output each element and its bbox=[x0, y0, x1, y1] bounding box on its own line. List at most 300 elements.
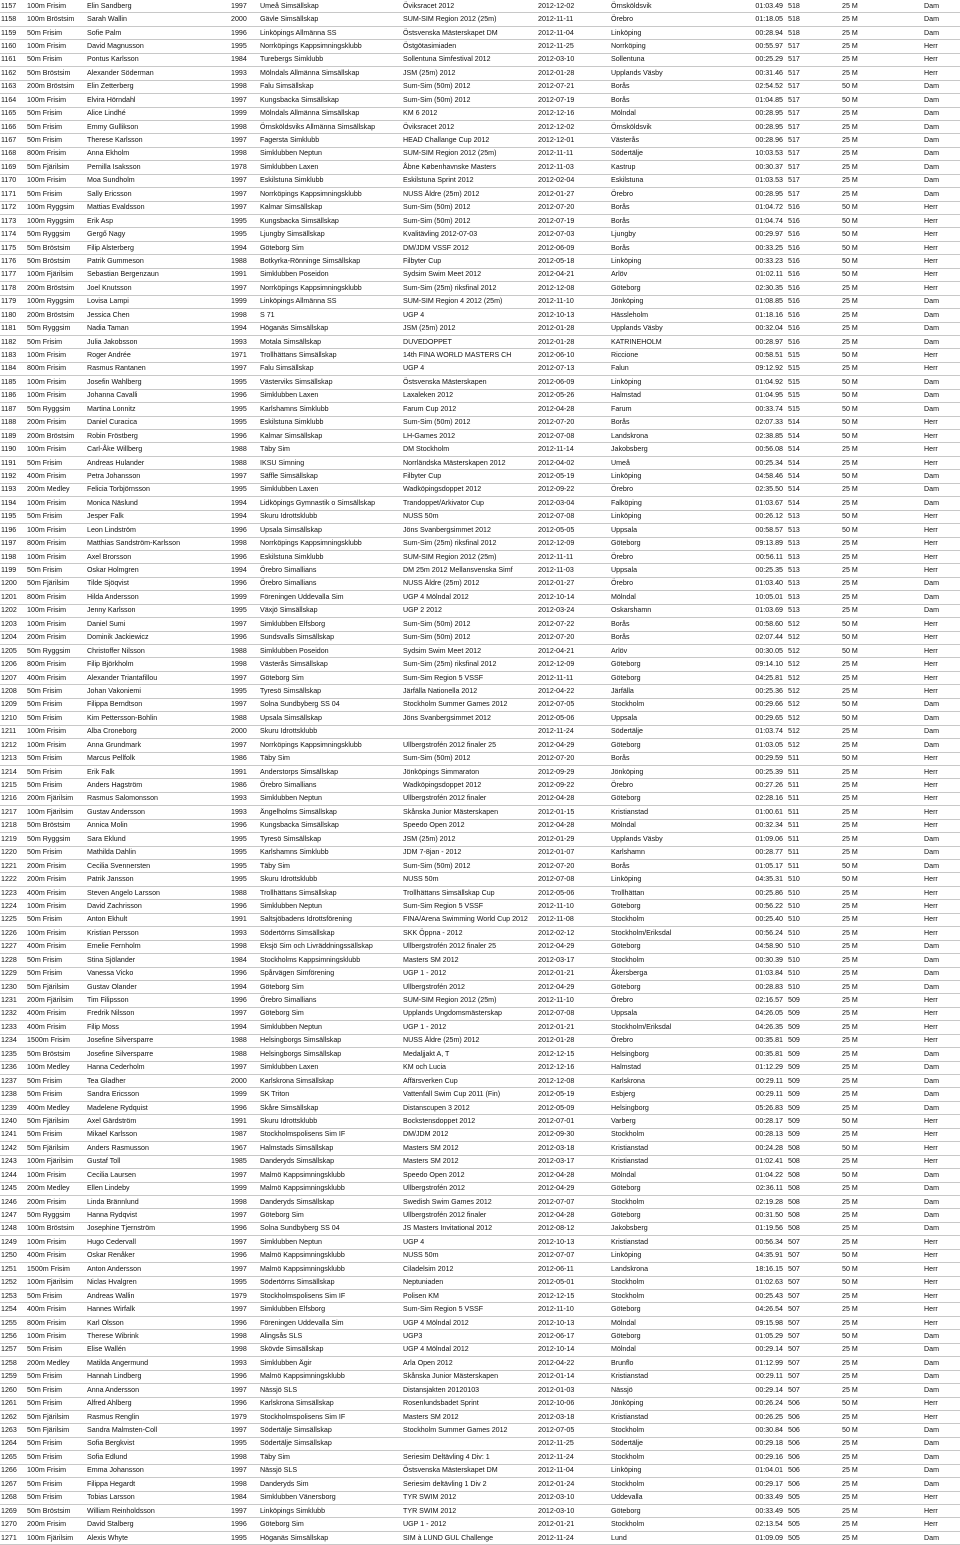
competition-cell: Skånska Junior Mästerskapen bbox=[403, 807, 499, 816]
time-cell: 00:33.74 bbox=[755, 404, 783, 413]
club-cell: Mölndals Allmänna Simsällskap bbox=[260, 68, 360, 77]
city-cell: Nässjö bbox=[611, 1385, 633, 1394]
name-cell: Tobias Larsson bbox=[87, 1493, 135, 1502]
event-cell: 50m Frisim bbox=[27, 1399, 63, 1408]
city-cell: Stockholm bbox=[611, 1479, 645, 1488]
table-row bbox=[0, 215, 960, 228]
city-cell: Borås bbox=[611, 203, 630, 212]
table-row bbox=[0, 13, 960, 26]
city-cell: Kristianstad bbox=[611, 1143, 649, 1152]
rank-cell: 1231 bbox=[1, 996, 17, 1005]
table-row bbox=[0, 550, 960, 563]
born-cell: 1997 bbox=[231, 1305, 247, 1314]
pool-cell: 50 M bbox=[842, 418, 858, 427]
competition-cell: Åbne Københavnske Masters bbox=[403, 162, 497, 171]
pool-cell: 25 M bbox=[842, 1345, 858, 1354]
time-cell: 00:30.37 bbox=[755, 162, 783, 171]
born-cell: 1997 bbox=[231, 740, 247, 749]
competition-cell: Ullbergstrofén 2012 bbox=[403, 1184, 465, 1193]
points-cell: 508 bbox=[788, 1224, 800, 1233]
table-row bbox=[0, 335, 960, 348]
club-cell: Simklubben Laxen bbox=[260, 1063, 319, 1072]
city-cell: Stockholm bbox=[611, 1278, 645, 1287]
points-cell: 518 bbox=[788, 15, 800, 24]
city-cell: Lund bbox=[611, 1533, 627, 1542]
city-cell: Esbjerg bbox=[611, 1090, 636, 1099]
name-cell: Sofia Bergkvist bbox=[87, 1439, 135, 1448]
table-row bbox=[0, 1007, 960, 1020]
time-cell: 00:28.77 bbox=[755, 848, 783, 857]
club-cell: Nässjö SLS bbox=[260, 1385, 298, 1394]
name-cell: Elvira Hörndahl bbox=[87, 95, 136, 104]
city-cell: Kristianstad bbox=[611, 1412, 649, 1421]
pool-cell: 25 M bbox=[842, 189, 858, 198]
born-cell: 1986 bbox=[231, 754, 247, 763]
date-cell: 2012-04-21 bbox=[538, 646, 575, 655]
date-cell: 2012-01-27 bbox=[538, 579, 575, 588]
pool-cell: 50 M bbox=[842, 431, 858, 440]
name-cell: Filippa Berndtson bbox=[87, 700, 143, 709]
pool-cell: 25 M bbox=[842, 1009, 858, 1018]
gender-cell: Dam bbox=[924, 1358, 939, 1367]
club-cell: Örebro Simallians bbox=[260, 781, 317, 790]
points-cell: 515 bbox=[788, 377, 800, 386]
club-cell: Alingsås SLS bbox=[260, 1331, 303, 1340]
time-cell: 04:26.54 bbox=[755, 1305, 783, 1314]
event-cell: 100m Frisim bbox=[27, 1331, 67, 1340]
name-cell: Josefine Silversparre bbox=[87, 1049, 154, 1058]
club-cell: Södertörns Simsällskap bbox=[260, 928, 335, 937]
city-cell: Södertälje bbox=[611, 149, 643, 158]
born-cell: 1996 bbox=[231, 1224, 247, 1233]
time-cell: 00:28.95 bbox=[755, 122, 783, 131]
table-row bbox=[0, 1222, 960, 1235]
table-row bbox=[0, 1128, 960, 1141]
born-cell: 1993 bbox=[231, 337, 247, 346]
table-row bbox=[0, 1034, 960, 1047]
rank-cell: 1223 bbox=[1, 888, 17, 897]
pool-cell: 25 M bbox=[842, 1224, 858, 1233]
city-cell: Riccione bbox=[611, 351, 639, 360]
competition-cell: NUSS 50m bbox=[403, 512, 439, 521]
time-cell: 00:29.11 bbox=[755, 1372, 783, 1381]
pool-cell: 25 M bbox=[842, 1211, 858, 1220]
name-cell: Jesper Falk bbox=[87, 512, 124, 521]
pool-cell: 25 M bbox=[842, 1533, 858, 1542]
gender-cell: Dam bbox=[924, 1063, 939, 1072]
competition-cell: Stockholm Summer Games 2012 bbox=[403, 700, 508, 709]
date-cell: 2012-12-16 bbox=[538, 109, 575, 118]
date-cell: 2012-05-19 bbox=[538, 1090, 575, 1099]
points-cell: 511 bbox=[788, 848, 800, 857]
gender-cell: Herr bbox=[924, 1305, 938, 1314]
name-cell: Kristian Persson bbox=[87, 928, 139, 937]
pool-cell: 50 M bbox=[842, 619, 858, 628]
table-row bbox=[0, 268, 960, 281]
rank-cell: 1252 bbox=[1, 1278, 17, 1287]
points-cell: 507 bbox=[788, 1251, 800, 1260]
pool-cell: 25 M bbox=[842, 566, 858, 575]
competition-cell: Östsvenska Mästerskapet DM bbox=[403, 1466, 498, 1475]
rank-cell: 1258 bbox=[1, 1358, 17, 1367]
event-cell: 50m Frisim bbox=[27, 713, 63, 722]
gender-cell: Herr bbox=[924, 445, 938, 454]
name-cell: Steven Angelo Larsson bbox=[87, 888, 160, 897]
competition-cell: 14th FINA WORLD MASTERS CH bbox=[403, 351, 512, 360]
club-cell: Karlshamns Simklubb bbox=[260, 848, 329, 857]
name-cell: Axel Brorsson bbox=[87, 552, 132, 561]
pool-cell: 25 M bbox=[842, 834, 858, 843]
date-cell: 2012-05-01 bbox=[538, 1278, 575, 1287]
club-cell: Gävle Simsällskap bbox=[260, 15, 319, 24]
pool-cell: 25 M bbox=[842, 552, 858, 561]
points-cell: 507 bbox=[788, 1331, 800, 1340]
rank-cell: 1236 bbox=[1, 1063, 17, 1072]
name-cell: Tilde Sjöqvist bbox=[87, 579, 129, 588]
pool-cell: 50 M bbox=[842, 391, 858, 400]
gender-cell: Dam bbox=[924, 1, 939, 10]
club-cell: Skövde Simsällskap bbox=[260, 1345, 324, 1354]
time-cell: 01:04.22 bbox=[755, 1170, 783, 1179]
table-row bbox=[0, 994, 960, 1007]
pool-cell: 25 M bbox=[842, 740, 858, 749]
name-cell: Rasmus Rantanen bbox=[87, 364, 146, 373]
born-cell: 1988 bbox=[231, 646, 247, 655]
date-cell: 2012-12-02 bbox=[538, 1, 575, 10]
gender-cell: Herr bbox=[924, 41, 938, 50]
date-cell: 2012-12-09 bbox=[538, 539, 575, 548]
gender-cell: Herr bbox=[924, 1399, 938, 1408]
name-cell: Johanna Cavalli bbox=[87, 391, 138, 400]
pool-cell: 25 M bbox=[842, 767, 858, 776]
points-cell: 518 bbox=[788, 28, 800, 37]
rank-cell: 1228 bbox=[1, 955, 17, 964]
club-cell: Umeå Simsällskap bbox=[260, 1, 319, 10]
time-cell: 09:13.89 bbox=[755, 539, 783, 548]
competition-cell: TYR SWIM 2012 bbox=[403, 1506, 457, 1515]
city-cell: Arlöv bbox=[611, 270, 628, 279]
pool-cell: 25 M bbox=[842, 1157, 858, 1166]
event-cell: 100m Bröstsim bbox=[27, 15, 75, 24]
born-cell: 1997 bbox=[231, 619, 247, 628]
table-row bbox=[0, 591, 960, 604]
event-cell: 800m Frisim bbox=[27, 1318, 67, 1327]
born-cell: 1995 bbox=[231, 377, 247, 386]
gender-cell: Dam bbox=[924, 1385, 939, 1394]
pool-cell: 25 M bbox=[842, 1197, 858, 1206]
pool-cell: 25 M bbox=[842, 55, 858, 64]
born-cell: 1995 bbox=[231, 606, 247, 615]
city-cell: Stockholm bbox=[611, 955, 645, 964]
time-cell: 04:26.35 bbox=[755, 1022, 783, 1031]
table-row bbox=[0, 1209, 960, 1222]
name-cell: Gergő Nagy bbox=[87, 230, 126, 239]
table-row bbox=[0, 1303, 960, 1316]
points-cell: 514 bbox=[788, 418, 800, 427]
name-cell: Sara Eklund bbox=[87, 834, 126, 843]
time-cell: 02:30.35 bbox=[755, 283, 783, 292]
competition-cell: JS Masters Invitational 2012 bbox=[403, 1224, 493, 1233]
points-cell: 509 bbox=[788, 1090, 800, 1099]
pool-cell: 25 M bbox=[842, 337, 858, 346]
name-cell: Filip Alsterberg bbox=[87, 243, 134, 252]
competition-cell: SUM-SIM Region 2012 (25m) bbox=[403, 552, 497, 561]
event-cell: 50m Frisim bbox=[27, 1493, 63, 1502]
competition-cell: Speedo Open 2012 bbox=[403, 821, 465, 830]
date-cell: 2012-04-28 bbox=[538, 1170, 575, 1179]
event-cell: 50m Ryggsim bbox=[27, 404, 71, 413]
event-cell: 50m Frisim bbox=[27, 1345, 63, 1354]
rank-cell: 1184 bbox=[1, 364, 17, 373]
pool-cell: 50 M bbox=[842, 1426, 858, 1435]
date-cell: 2012-08-12 bbox=[538, 1224, 575, 1233]
club-cell: Eksjö Sim och Livräddningssällskap bbox=[260, 942, 373, 951]
competition-cell: Sum-Sim Region 5 VSSF bbox=[403, 1305, 484, 1314]
club-cell: Botkyrka-Rönninge Simsällskap bbox=[260, 256, 361, 265]
points-cell: 516 bbox=[788, 203, 800, 212]
city-cell: Mölndal bbox=[611, 821, 636, 830]
city-cell: Örnsköldsvik bbox=[611, 1, 652, 10]
date-cell: 2012-05-09 bbox=[538, 1103, 575, 1112]
event-cell: 200m Frisim bbox=[27, 861, 67, 870]
event-cell: 100m Frisim bbox=[27, 1, 67, 10]
table-row bbox=[0, 40, 960, 53]
pool-cell: 50 M bbox=[842, 1116, 858, 1125]
born-cell: 1997 bbox=[231, 1506, 247, 1515]
rank-cell: 1167 bbox=[1, 136, 17, 145]
event-cell: 50m Ryggsim bbox=[27, 324, 71, 333]
event-cell: 400m Medley bbox=[27, 1103, 70, 1112]
date-cell: 2012-05-05 bbox=[538, 525, 575, 534]
club-cell: Göteborg Sim bbox=[260, 982, 304, 991]
pool-cell: 25 M bbox=[842, 888, 858, 897]
rank-cell: 1217 bbox=[1, 807, 17, 816]
born-cell: 1996 bbox=[231, 579, 247, 588]
name-cell: Niclas Hvalgren bbox=[87, 1278, 137, 1287]
gender-cell: Herr bbox=[924, 203, 938, 212]
event-cell: 50m Bröstsim bbox=[27, 68, 71, 77]
points-cell: 506 bbox=[788, 1439, 800, 1448]
pool-cell: 50 M bbox=[842, 646, 858, 655]
competition-cell: Norrländska Mästerskapen 2012 bbox=[403, 458, 506, 467]
points-cell: 505 bbox=[788, 1533, 800, 1542]
time-cell: 01:04.92 bbox=[755, 377, 783, 386]
competition-cell: Sum-Sim (50m) 2012 bbox=[403, 418, 471, 427]
gender-cell: Herr bbox=[924, 619, 938, 628]
name-cell: Filippa Hegardt bbox=[87, 1479, 136, 1488]
name-cell: Felicia Torbjörnsson bbox=[87, 485, 150, 494]
table-row bbox=[0, 67, 960, 80]
name-cell: Mattias Evaldsson bbox=[87, 203, 145, 212]
table-row bbox=[0, 577, 960, 590]
born-cell: 1997 bbox=[231, 1, 247, 10]
points-cell: 506 bbox=[788, 1466, 800, 1475]
name-cell: Monica Näslund bbox=[87, 498, 138, 507]
competition-cell: Öviksracet 2012 bbox=[403, 122, 455, 131]
pool-cell: 25 M bbox=[842, 1184, 858, 1193]
born-cell: 1996 bbox=[231, 525, 247, 534]
rank-cell: 1227 bbox=[1, 942, 17, 951]
date-cell: 2012-01-27 bbox=[538, 189, 575, 198]
table-row bbox=[0, 1048, 960, 1061]
club-cell: Tyresö Simsällskap bbox=[260, 834, 322, 843]
table-row bbox=[0, 1491, 960, 1504]
name-cell: Daniel Sumi bbox=[87, 619, 126, 628]
competition-cell: Upplands Ungdomsmästerskap bbox=[403, 1009, 502, 1018]
rank-cell: 1204 bbox=[1, 633, 17, 642]
name-cell: Petra Johansson bbox=[87, 471, 141, 480]
club-cell: Linköpings Allmänna SS bbox=[260, 297, 337, 306]
points-cell: 507 bbox=[788, 1237, 800, 1246]
competition-cell: SUM-SIM Region 2012 (25m) bbox=[403, 15, 497, 24]
event-cell: 1500m Frisim bbox=[27, 1036, 70, 1045]
club-cell: Malmö Kappsimningsklubb bbox=[260, 1264, 345, 1273]
time-cell: 01:03.67 bbox=[755, 498, 783, 507]
event-cell: 50m Frisim bbox=[27, 1076, 63, 1085]
club-cell: Solna Sundbyberg SS 04 bbox=[260, 700, 340, 709]
gender-cell: Dam bbox=[924, 122, 939, 131]
born-cell: 1997 bbox=[231, 364, 247, 373]
points-cell: 507 bbox=[788, 1345, 800, 1354]
rank-cell: 1254 bbox=[1, 1305, 17, 1314]
table-row bbox=[0, 241, 960, 254]
time-cell: 02:13.54 bbox=[755, 1520, 783, 1529]
gender-cell: Dam bbox=[924, 1211, 939, 1220]
rank-cell: 1157 bbox=[1, 1, 17, 10]
name-cell: Fredrik Nilsson bbox=[87, 1009, 135, 1018]
points-cell: 516 bbox=[788, 216, 800, 225]
table-row bbox=[0, 1357, 960, 1370]
rank-cell: 1201 bbox=[1, 592, 17, 601]
gender-cell: Herr bbox=[924, 794, 938, 803]
name-cell: Josefin Wahlberg bbox=[87, 377, 142, 386]
competition-cell: Öviksracet 2012 bbox=[403, 1, 455, 10]
time-cell: 00:29.65 bbox=[755, 713, 783, 722]
born-cell: 1995 bbox=[231, 1439, 247, 1448]
pool-cell: 25 M bbox=[842, 1076, 858, 1085]
time-cell: 00:26.25 bbox=[755, 1412, 783, 1421]
pool-cell: 25 M bbox=[842, 310, 858, 319]
date-cell: 2012-11-11 bbox=[538, 552, 574, 561]
competition-cell: NUSS 50m bbox=[403, 1251, 439, 1260]
rank-cell: 1250 bbox=[1, 1251, 17, 1260]
city-cell: Helsingborg bbox=[611, 1049, 649, 1058]
city-cell: Brunflo bbox=[611, 1358, 634, 1367]
pool-cell: 50 M bbox=[842, 1399, 858, 1408]
date-cell: 2012-07-07 bbox=[538, 1251, 575, 1260]
date-cell: 2012-04-21 bbox=[538, 270, 575, 279]
event-cell: 100m Ryggsim bbox=[27, 297, 75, 306]
table-row bbox=[0, 1021, 960, 1034]
city-cell: Örebro bbox=[611, 189, 634, 198]
born-cell: 2000 bbox=[231, 1076, 247, 1085]
points-cell: 517 bbox=[788, 68, 800, 77]
club-cell: Upsala Simsällskap bbox=[260, 525, 322, 534]
name-cell: Marcus Pellfolk bbox=[87, 754, 136, 763]
points-cell: 517 bbox=[788, 41, 800, 50]
born-cell: 1998 bbox=[231, 1452, 247, 1461]
gender-cell: Dam bbox=[924, 162, 939, 171]
gender-cell: Dam bbox=[924, 109, 939, 118]
points-cell: 505 bbox=[788, 1506, 800, 1515]
competition-cell: Filbyter Cup bbox=[403, 256, 442, 265]
event-cell: 100m Frisim bbox=[27, 391, 67, 400]
date-cell: 2012-11-10 bbox=[538, 996, 574, 1005]
table-row bbox=[0, 1384, 960, 1397]
time-cell: 02:35.50 bbox=[755, 485, 783, 494]
city-cell: Södertälje bbox=[611, 727, 643, 736]
born-cell: 1988 bbox=[231, 458, 247, 467]
time-cell: 00:30.39 bbox=[755, 955, 783, 964]
event-cell: 100m Frisim bbox=[27, 606, 67, 615]
born-cell: 1991 bbox=[231, 270, 247, 279]
born-cell: 1996 bbox=[231, 1520, 247, 1529]
city-cell: Örnsköldsvik bbox=[611, 122, 652, 131]
table-row bbox=[0, 362, 960, 375]
time-cell: 00:29.14 bbox=[755, 1345, 783, 1354]
name-cell: Alice Lindhé bbox=[87, 109, 126, 118]
time-cell: 09:12.92 bbox=[755, 364, 783, 373]
time-cell: 00:25.43 bbox=[755, 1291, 783, 1300]
table-row bbox=[0, 779, 960, 792]
rank-cell: 1209 bbox=[1, 700, 17, 709]
table-row bbox=[0, 1330, 960, 1343]
event-cell: 50m Frisim bbox=[27, 969, 63, 978]
name-cell: Elin Zetterberg bbox=[87, 82, 134, 91]
club-cell: Skåre Simsällskap bbox=[260, 1103, 319, 1112]
city-cell: Göteborg bbox=[611, 1506, 641, 1515]
born-cell: 1995 bbox=[231, 848, 247, 857]
competition-cell: Stockholm Summer Games 2012 bbox=[403, 1426, 508, 1435]
competition-cell: SUM-SIM Region 2012 (25m) bbox=[403, 996, 497, 1005]
competition-cell: NUSS 50m bbox=[403, 875, 439, 884]
competition-cell: Affärsverken Cup bbox=[403, 1076, 458, 1085]
gender-cell: Herr bbox=[924, 1493, 938, 1502]
club-cell: S 71 bbox=[260, 310, 275, 319]
club-cell: Linköpings Simklubb bbox=[260, 1506, 326, 1515]
points-cell: 514 bbox=[788, 431, 800, 440]
points-cell: 512 bbox=[788, 727, 800, 736]
date-cell: 2012-07-22 bbox=[538, 619, 575, 628]
date-cell: 2012-01-03 bbox=[538, 1385, 575, 1394]
rank-cell: 1191 bbox=[1, 458, 17, 467]
gender-cell: Dam bbox=[924, 1479, 939, 1488]
table-row bbox=[0, 537, 960, 550]
club-cell: Göteborg Sim bbox=[260, 1009, 304, 1018]
born-cell: 1988 bbox=[231, 256, 247, 265]
born-cell: 1996 bbox=[231, 633, 247, 642]
pool-cell: 25 M bbox=[842, 485, 858, 494]
date-cell: 2012-06-17 bbox=[538, 1331, 575, 1340]
gender-cell: Dam bbox=[924, 592, 939, 601]
name-cell: Mathilda Dahlin bbox=[87, 848, 136, 857]
rank-cell: 1208 bbox=[1, 686, 17, 695]
table-row bbox=[0, 470, 960, 483]
city-cell: Göteborg bbox=[611, 660, 641, 669]
date-cell: 2012-12-01 bbox=[538, 136, 575, 145]
born-cell: 1986 bbox=[231, 781, 247, 790]
club-cell: Kungsbacka Simsällskap bbox=[260, 95, 339, 104]
points-cell: 512 bbox=[788, 619, 800, 628]
points-cell: 509 bbox=[788, 1076, 800, 1085]
city-cell: Örebro bbox=[611, 552, 634, 561]
points-cell: 516 bbox=[788, 270, 800, 279]
time-cell: 00:25.86 bbox=[755, 888, 783, 897]
gender-cell: Herr bbox=[924, 1157, 938, 1166]
born-cell: 1996 bbox=[231, 1372, 247, 1381]
time-cell: 02:28.16 bbox=[755, 794, 783, 803]
city-cell: Norrköping bbox=[611, 41, 646, 50]
